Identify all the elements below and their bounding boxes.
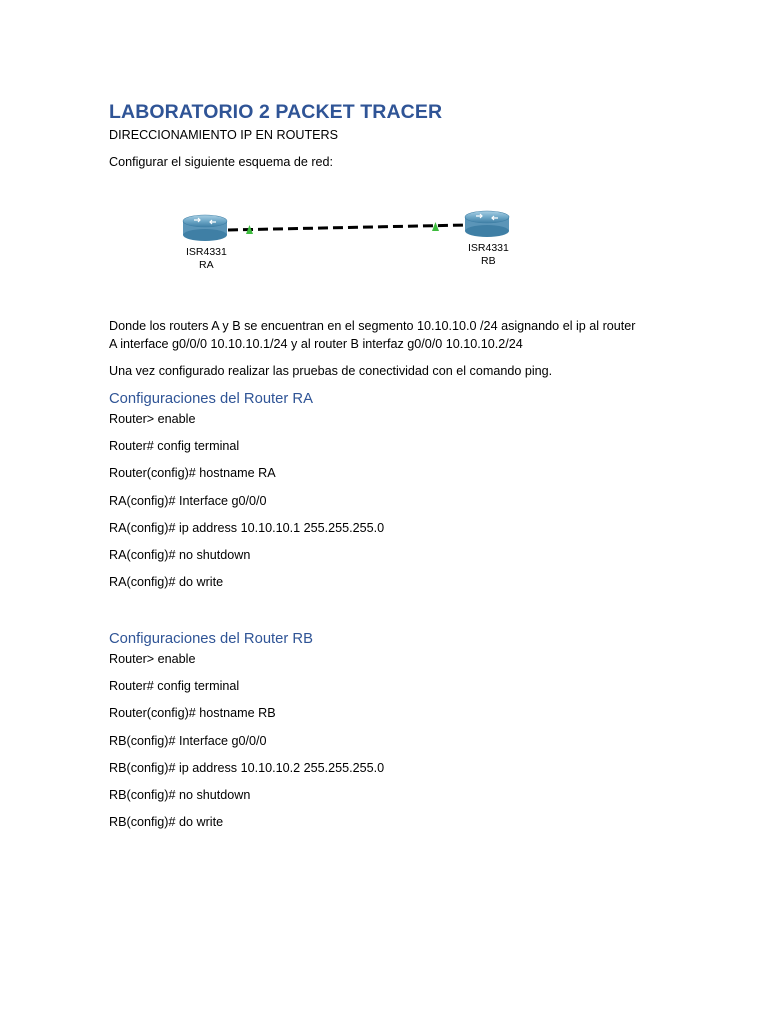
rb-command: RB(config)# do write (109, 815, 224, 829)
ra-command: Router# config terminal (109, 439, 240, 453)
router-ra-model: ISR4331 (186, 246, 227, 258)
rb-command: Router# config terminal (109, 679, 240, 693)
document-subtitle: DIRECCIONAMIENTO IP EN ROUTERS (109, 128, 339, 142)
description-line: A interface g0/0/0 10.10.10.1/24 y al router B interfaz g0/0/0 10.10.10.2/24 (109, 337, 523, 351)
ra-command: Router(config)# hostname RA (109, 466, 276, 480)
ethernet-link (228, 225, 466, 230)
ra-command: RA(config)# do write (109, 575, 224, 589)
router-rb-icon (465, 211, 509, 237)
section-ra-heading: Configuraciones del Router RA (109, 391, 313, 407)
router-rb-name: RB (481, 255, 496, 267)
link-status-b-icon (432, 222, 439, 231)
rb-command: RB(config)# Interface g0/0/0 (109, 734, 267, 748)
section-rb-heading: Configuraciones del Router RB (109, 631, 313, 647)
rb-command: RB(config)# ip address 10.10.10.2 255.255.255.0 (109, 761, 385, 775)
document-title: LABORATORIO 2 PACKET TRACER (109, 101, 443, 123)
intro-text: Configurar el siguiente esquema de red: (109, 155, 334, 169)
ping-note: Una vez configurado realizar las pruebas de conectividad con el comando ping. (109, 364, 553, 378)
network-diagram (170, 200, 520, 280)
router-ra-name: RA (199, 259, 214, 271)
rb-command: Router(config)# hostname RB (109, 706, 276, 720)
ra-command: Router> enable (109, 412, 196, 426)
router-rb-model: ISR4331 (468, 242, 509, 254)
rb-command: RB(config)# no shutdown (109, 788, 251, 802)
description-line: Donde los routers A y B se encuentran en el segmento 10.10.10.0 /24 asignando el ip al router (109, 319, 636, 333)
description-paragraph (109, 317, 669, 353)
ra-command: RA(config)# no shutdown (109, 548, 251, 562)
router-ra-icon (183, 215, 227, 241)
ra-command: RA(config)# Interface g0/0/0 (109, 494, 267, 508)
ra-command: RA(config)# ip address 10.10.10.1 255.255.255.0 (109, 521, 385, 535)
rb-command: Router> enable (109, 652, 196, 666)
